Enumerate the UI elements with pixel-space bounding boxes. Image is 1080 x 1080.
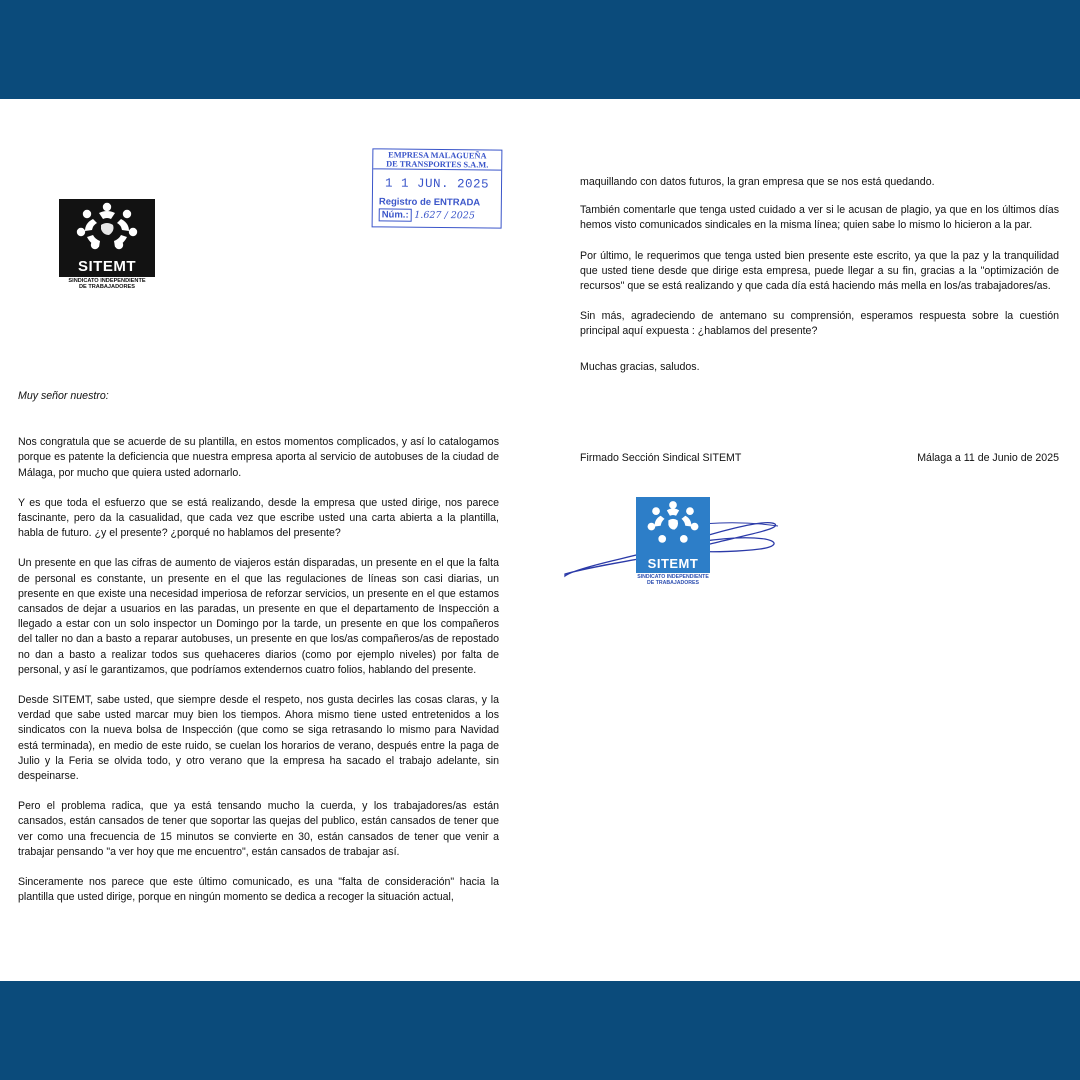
top-blue-band: [0, 0, 1080, 99]
letter-document: [0, 99, 1080, 981]
paragraph-10: Sin más, agradeciendo de antemano su comprensión, esperamos respuesta sobre la cuestión principal aquí expuesta : ¿hablamos del presente?: [580, 310, 1059, 338]
paragraph-3: Un presente en que las cifras de aumento de viajeros están disparadas, un presente en el que la falta de personal es constante, un presente en el que las regulaciones de líneas son casi diarias, un presente en que existe una necesidad imperiosa de reforzar servicios, un presente en el que estamos cansados de dejar a usuarios en las paradas, un presente en que el departamento de Inspección a llegado a estar con un solo inspector un Domingo por la tarde, un presente en que los compañeros del taller no dan a basto a reparar autobuses, un presente en que los/as compañeros/as de repostado no dan a basto a realizar todos sus quehaceres diarios (como por ejemplo niveles) por falta de personal, y así le garantizamos, que podríamos extendernos cuatro folios, hablando del presente.: [18, 557, 499, 676]
paragraph-7: maquillando con datos futuros, la gran empresa que se nos está quedando.: [580, 176, 935, 188]
logo-emblem: [59, 199, 155, 277]
signature-logo-subtitle-line2: DE TRABAJADORES: [647, 580, 699, 586]
letter-left-column: [18, 389, 499, 920]
sitemt-logo: [59, 199, 155, 291]
stamp-company: [373, 149, 501, 170]
people-circle-icon: [59, 199, 155, 259]
people-circle-icon: [636, 497, 710, 553]
registration-stamp: [372, 148, 503, 228]
stamp-num-label: Núm.:: [379, 208, 412, 221]
logo-subtitle-line1: SINDICATO INDEPENDIENTE: [68, 278, 146, 284]
paragraph-1: Nos congratula que se acuerde de su plantilla, en estos momentos complicados, y así lo catalogamos porque es patente la deficiencia que nuestra empresa aporta al servicio de autobuses de la ciudad de Málaga, por mucho que quiera usted adornarlo.: [18, 436, 499, 479]
signature-logo-emblem: [636, 497, 710, 573]
signature-logo-name: SITEMT: [647, 556, 699, 571]
stamp-number: [373, 208, 501, 222]
paragraph-4: Desde SITEMT, sabe usted, que siempre desde el respeto, nos gusta decirles las cosas claras, y la verdad que sabe usted marcar muy bien los tiempos. Ahora mismo tiene usted entretenidos a los sindicatos con la nueva bolsa de Inspección (que como se siga retrasando lo mismo para Navidad está terminada), en medio de este ruido, se cuelan los horarios de verano, después entre la paga de Julio y la Feria se olvida todo, y otro verano que la empresa ha sacado el trabajo adelante, sin despeinarse.: [18, 694, 499, 783]
paragraph-2: Y es que toda el esfuerzo que se está realizando, desde la empresa que usted dirige, nos parece fascinante, pero da la casualidad, que cada vez que escribe usted una carta abierta a la plantilla, habla de futuro. ¿y el presente? ¿porqué no hablamos del presente?: [18, 496, 499, 540]
stamp-company-line1: EMPRESA MALAGUEÑA: [388, 150, 487, 161]
stamp-num-value: 1.627 / 2025: [414, 209, 475, 222]
logo-subtitle: [59, 278, 155, 291]
stamp-date: 1 1 JUN. 2025: [384, 176, 490, 192]
letter-right-column: [580, 175, 1059, 390]
stamp-registro: Registro de ENTRADA: [378, 196, 481, 209]
bottom-blue-band: [0, 981, 1080, 1080]
stamp-company-line2: DE TRANSPORTES S.A.M.: [386, 159, 489, 170]
signature-logo-stamp: [636, 497, 710, 586]
logo-name: SITEMT: [78, 258, 136, 275]
paragraph-8: También comentarle que tenga usted cuidado a ver si le acusan de plagio, ya que en los últimos días hemos visto comunicados sindicales en la misma línea; quien sabe lo mismo lo hicieron a la par.: [580, 204, 1059, 232]
signed-by: Firmado Sección Sindical SITEMT: [580, 452, 742, 464]
place-date: Málaga a 11 de Junio de 2025: [917, 452, 1059, 464]
closing: Muchas gracias, saludos.: [580, 360, 700, 373]
paragraph-6: Sinceramente nos parece que este último comunicado, es una "falta de consideración" hacia la plantilla que usted dirige, porque en ningún momento se dedica a recoger la situación actual,: [18, 876, 499, 904]
logo-subtitle-line2: DE TRABAJADORES: [79, 284, 135, 291]
signature-logo-subtitle-line1: SINDICATO INDEPENDIENTE: [637, 574, 709, 580]
paragraph-5: Pero el problema radica, que ya está tensando mucho la cuerda, y los trabajadores/as están cansados, están cansados de tener que soportar las quejas del publico, están cansados de tener que ver como una frecuencia de 15 minutos se convierte en 30, están cansados de tener que venir a trabajar pensando "a ver hoy que me encuentro", están cansados de trabajar así.: [18, 800, 499, 858]
paragraph-9: Por último, le requerimos que tenga usted bien presente este escrito, ya que la paz y la tranquilidad que usted tiene desde que dirige esta empresa, puede llegar a su fin, gracias a la "optimización de recursos" que se está realizando y que cada día está haciendo más mella en los/as trabajadores/as.: [580, 249, 1059, 293]
salutation: Muy señor nuestro:: [18, 390, 109, 402]
signature-logo-subtitle: [636, 574, 710, 586]
